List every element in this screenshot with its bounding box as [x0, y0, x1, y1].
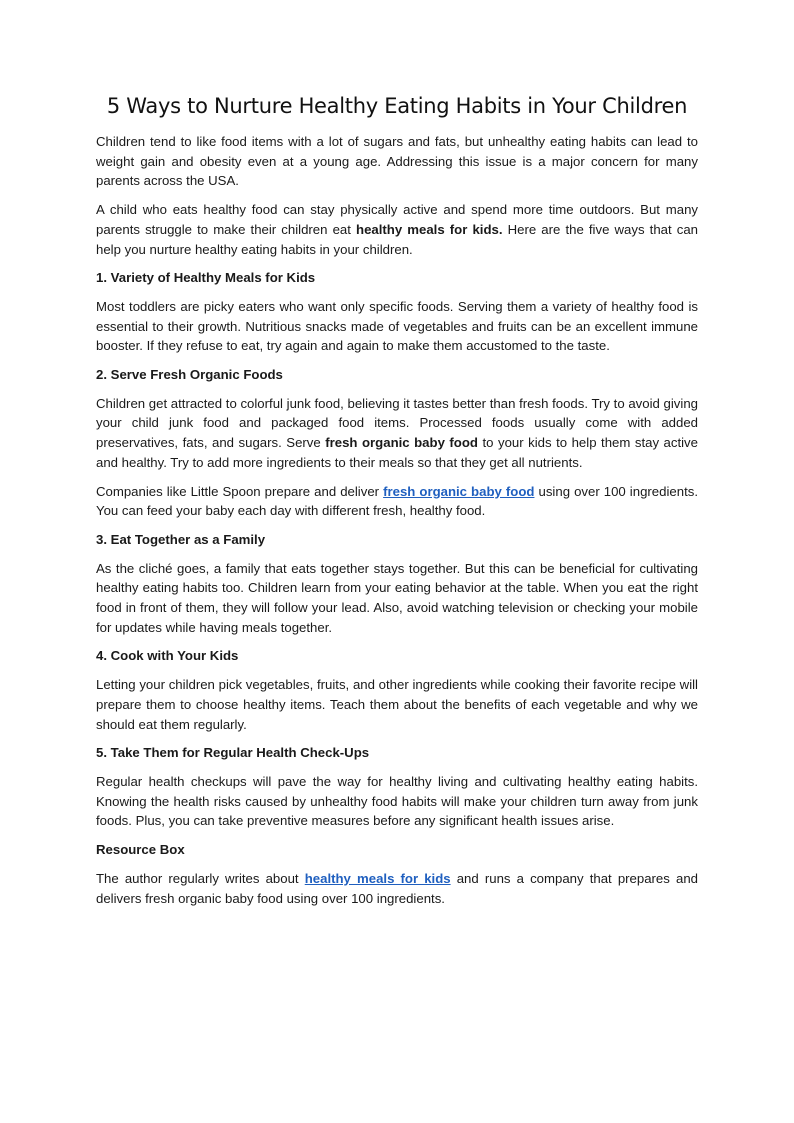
- intro-paragraph-2: [96, 200, 698, 259]
- section-2-bold: fresh organic baby food: [325, 435, 478, 451]
- page-title: 5 Ways to Nurture Healthy Eating Habits in Your Children: [106, 94, 688, 118]
- section-2-text-before: Children get attracted to colorful junk food, believing it tastes better than fresh foods. Try to avoid giving your child junk food and packaged food items. Processed foods usually come with added preservatives, fats, and sugars. Serve: [96, 395, 698, 451]
- section-5-heading: 5. Take Them for Regular Health Check-Ups: [96, 745, 370, 761]
- section-2-heading: 2. Serve Fresh Organic Foods: [96, 367, 283, 383]
- intro-paragraph-1: Children tend to like food items with a lot of sugars and fats, but unhealthy eating habits can lead to weight gain and obesity even at a young age. Addressing this issue is a major concern for many parents across the USA.: [96, 134, 698, 189]
- section-2-body: [96, 394, 698, 473]
- section-3-body: As the cliché goes, a family that eats together stays together. But this can be beneficial for cultivating healthy eating habits too. Children learn from your eating behavior at the table. When you eat the right food in front of them, they will follow your lead. Also, avoid watching television or checking your mobile for updates while having meals together.: [96, 560, 698, 635]
- section-4-heading: 4. Cook with Your Kids: [96, 648, 239, 664]
- section-4-body: Letting your children pick vegetables, fruits, and other ingredients while cooking their favorite recipe will prepare them to choose healthy items. Teach them about the benefits of each vegetable and why we should eat them regularly.: [96, 677, 698, 732]
- section-5-body: Regular health checkups will pave the way for healthy living and cultivating healthy eating habits. Knowing the health risks caused by unhealthy food habits will make your children turn away from junk foods. Plus, you can take preventive measures before any significant health issues arise.: [96, 773, 698, 829]
- section-1-heading: 1. Variety of Healthy Meals for Kids: [96, 270, 316, 286]
- intro-p2-text-after: Here are the five ways that can help you nurture healthy eating habits in your children.: [96, 221, 699, 257]
- fresh-organic-baby-food-link[interactable]: fresh organic baby food: [383, 483, 535, 499]
- section-2-body2-after: using over 100 ingredients. You can feed your baby each day with different fresh, healthy food.: [96, 483, 698, 519]
- resource-box-heading: Resource Box: [96, 842, 185, 858]
- healthy-meals-for-kids-link[interactable]: healthy meals for kids: [304, 870, 451, 886]
- resource-text-after: and runs a company that prepares and delivers fresh organic baby food using over 100 ingredients.: [96, 870, 698, 906]
- section-2-text-after: to your kids to help them stay active and healthy. Try to add more ingredients to their meals so that they get all nutrients.: [96, 435, 698, 470]
- section-2-body2-before: Companies like Little Spoon prepare and deliver: [96, 483, 384, 499]
- section-2-body-2: [96, 482, 698, 521]
- document-page: [96, 94, 698, 917]
- section-1-body: Most toddlers are picky eaters who want only specific foods. Serving them a variety of healthy food is essential to their growth. Nutritious snacks made of vegetables and fruits can be an excellent immune booster. If they refuse to eat, try again and again to make them accustomed to the taste.: [96, 298, 698, 354]
- intro-p2-bold: healthy meals for kids.: [356, 221, 503, 237]
- resource-text-before: The author regularly writes about: [96, 870, 305, 886]
- intro-p2-text-before: A child who eats healthy food can stay physically active and spend more time outdoors. But many parents struggle to make their children eat: [96, 202, 698, 237]
- section-3-heading: 3. Eat Together as a Family: [96, 531, 266, 547]
- resource-box-body: [96, 869, 698, 908]
